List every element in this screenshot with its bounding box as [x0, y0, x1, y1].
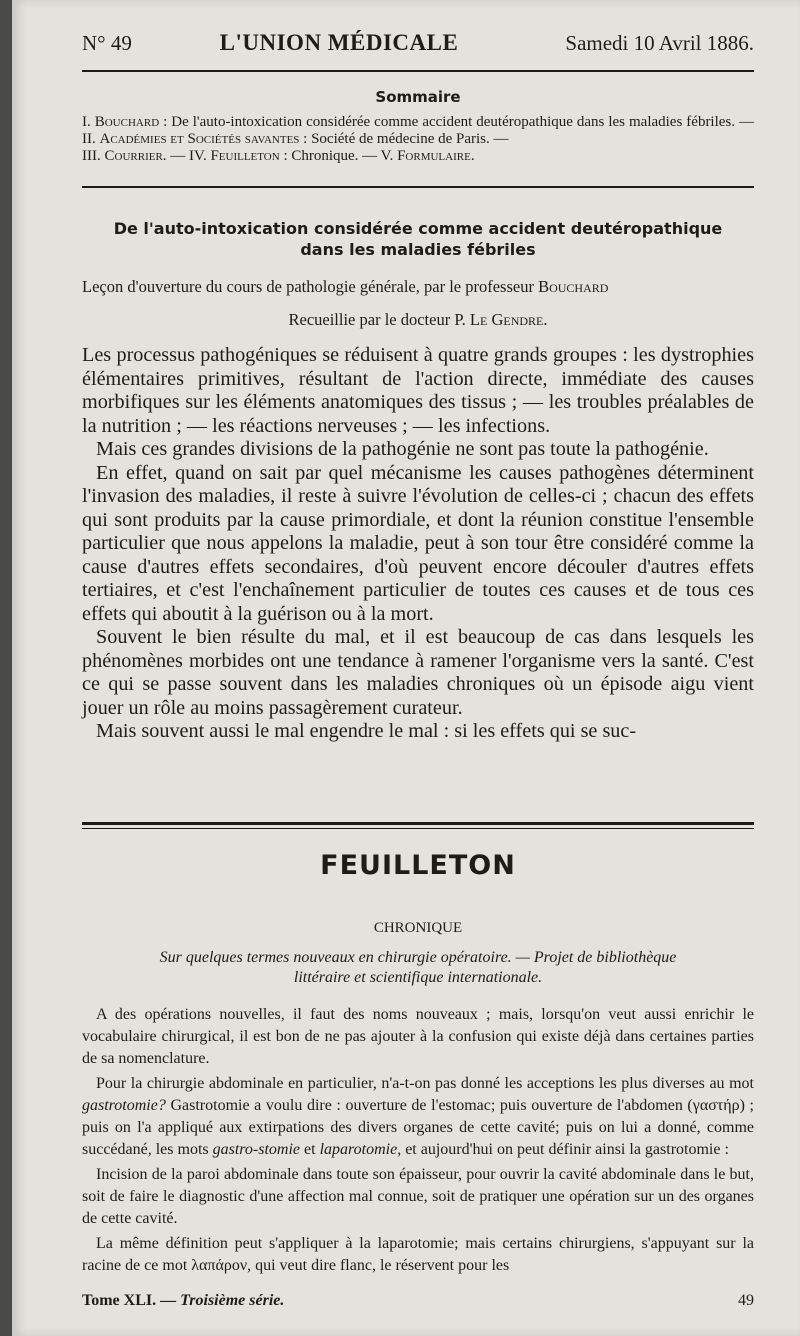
professor-name: Bouchard — [538, 277, 609, 296]
sommaire-item-num: V. — [380, 148, 394, 164]
article-paragraph: En effet, quand on sait par quel mécanisme les causes pathogènes déterminent l'invasion des maladies, il reste à suivre l'évolution de celles-ci ; chacun des effets qui sont produits par la cause primordiale, et dont la réunion constitue l'ensemble particulier que nous appelons la maladie, peut à son tour être considéré comme la cause d'autres effets secondaires, d'où peuvent encore découler d'autres effets tertiaires, et c'est l'enchaînement particulier de toutes ces causes et de tous ces effets qui aboutit à la guérison ou à la mort. — [82, 461, 754, 625]
sommaire-rule — [82, 186, 754, 188]
lecon-text: Leçon d'ouverture du cours de pathologie générale, par le professeur — [82, 277, 539, 296]
sommaire-item-num: IV. — [189, 148, 207, 164]
sommaire-item-text: . — [470, 148, 475, 164]
sommaire-title: Sommaire — [375, 88, 461, 106]
feuilleton-paragraph: La même définition peut s'appliquer à la laparotomie; mais certains chirurgiens, s'appuyant sur la racine de ce mot λαπάρον, qui veut dire flanc, le réservent pour les — [82, 1235, 754, 1274]
recueillie-text: Recueillie par le docteur P. — [288, 310, 470, 329]
sommaire-item-num: I. — [82, 114, 91, 130]
article-paragraph: Souvent le bien résulte du mal, et il est beaucoup de cas dans lesquels les phénomènes morbides ont une tendance à ramener l'organisme vers la santé. C'est ce qui se passe souvent dans les maladies chroniques où un épisode aigu vient jouer un rôle au moins passagèrement curateur. — [82, 626, 754, 719]
feuilleton-title: FEUILLETON — [320, 850, 516, 881]
issue-number: N° 49 — [82, 31, 132, 55]
text-run: Gastrotomie a voulu dire : ouverture de l'estomac; puis ouverture de l'abdomen (γαστήρ) ; puis on l'a appliqué aux extirpations des divers organes de cette cavité; puis on lui a donné, comme succédané, les mots — [82, 1097, 754, 1158]
recorder-name: Le Gendre — [469, 310, 544, 329]
article-paragraph: Mais souvent aussi le mal engendre le mal : si les effets qui se suc- — [96, 720, 637, 742]
page-footer — [82, 1292, 754, 1310]
lecon-line — [82, 276, 754, 298]
feuilleton-paragraph — [82, 1073, 754, 1161]
series-text: Troisième série. — [180, 1292, 285, 1309]
sommaire-item-text: : De l'auto-intoxication considérée comme accident deutéropathique dans les maladies fébriles. — — [159, 114, 754, 130]
subtitle-line: Sur quelques termes nouveaux en chirurgie opératoire. — Projet de bibliothèque — [159, 949, 677, 966]
sommaire-item-author: Bouchard — [94, 114, 160, 130]
text-run: et — [300, 1141, 320, 1158]
sommaire-item-author: Courrier — [104, 148, 163, 164]
sommaire-item-num: II. — [82, 131, 96, 147]
article-body — [82, 344, 754, 744]
article-title — [82, 218, 754, 260]
feuilleton-rule-top — [82, 822, 754, 825]
article-paragraph: Mais ces grandes divisions de la pathogénie ne sont pas toute la pathogénie. — [96, 438, 709, 460]
feuilleton-paragraph: A des opérations nouvelles, il faut des noms nouveaux ; mais, lorsqu'on veut aussi enrichir le vocabulaire chirurgical, il est bon de ne pas ajouter à la confusion qui existe déjà dans certaines parties de sa nomenclature. — [82, 1006, 754, 1067]
tome-label — [82, 1292, 284, 1310]
tome-text: Tome XLI. — — [82, 1292, 181, 1309]
subtitle-line: littéraire et scientifique internationale. — [293, 969, 543, 986]
sommaire-item-text: : Société de médecine de Paris. — — [299, 131, 509, 147]
sommaire-list — [82, 114, 754, 165]
sommaire-item-num: III. — [82, 148, 101, 164]
feuilleton-paragraph: Incision de la paroi abdominale dans toute son épaisseur, pour ouvrir la cavité abdominale dans le but, soit de faire le diagnostic d'une affection mal connue, soit de pratiquer une opération sur un des organes de cette cavité. — [82, 1166, 754, 1227]
sommaire-item-text: : Chronique. — — [279, 148, 381, 164]
recueillie-line: Recueillie par le docteur P. Le Gendre. — [288, 310, 548, 329]
chronique-heading: CHRONIQUE — [373, 920, 463, 936]
article-title-line: dans les maladies fébriles — [300, 240, 536, 259]
issue-date: Samedi 10 Avril 1886. — [565, 31, 754, 55]
masthead-rule — [82, 70, 754, 72]
italic-term: laparotomie, — [319, 1141, 402, 1158]
text-run: et aujourd'hui on peut définir ainsi la gastrotomie : — [401, 1141, 729, 1158]
feuilleton-subtitle — [82, 948, 754, 988]
sommaire-item-author: Formulaire — [397, 148, 471, 164]
article-title-line: De l'auto-intoxication considérée comme accident deutéropathique — [113, 219, 723, 238]
sommaire-item-text: . — — [162, 148, 190, 164]
italic-term: gastrotomie? — [82, 1097, 166, 1114]
masthead — [82, 30, 754, 68]
newspaper-page — [12, 0, 800, 1336]
sommaire-item-author: Académies et Sociétés savantes — [99, 131, 300, 147]
article-paragraph: Les processus pathogéniques se réduisent à quatre grands groupes : les dystrophies élémentaires primitives, résultant de l'action directe, immédiate des causes morbifiques sur les éléments anatomiques des tissus ; — les troubles préalables de la nutrition ; — les réactions nerveuses ; — les infections. — [82, 344, 754, 437]
sommaire-item-author: Feuilleton — [210, 148, 280, 164]
italic-term: gastro-stomie — [212, 1141, 301, 1158]
page-number: 49 — [738, 1292, 754, 1309]
feuilleton-body — [82, 1004, 754, 1280]
text-run: Pour la chirurgie abdominale en particulier, n'a-t-on pas donné les acceptions les plus diverses au mot — [96, 1075, 754, 1092]
journal-name: L'UNION MÉDICALE — [219, 30, 459, 55]
feuilleton-rule-bottom — [82, 828, 754, 829]
